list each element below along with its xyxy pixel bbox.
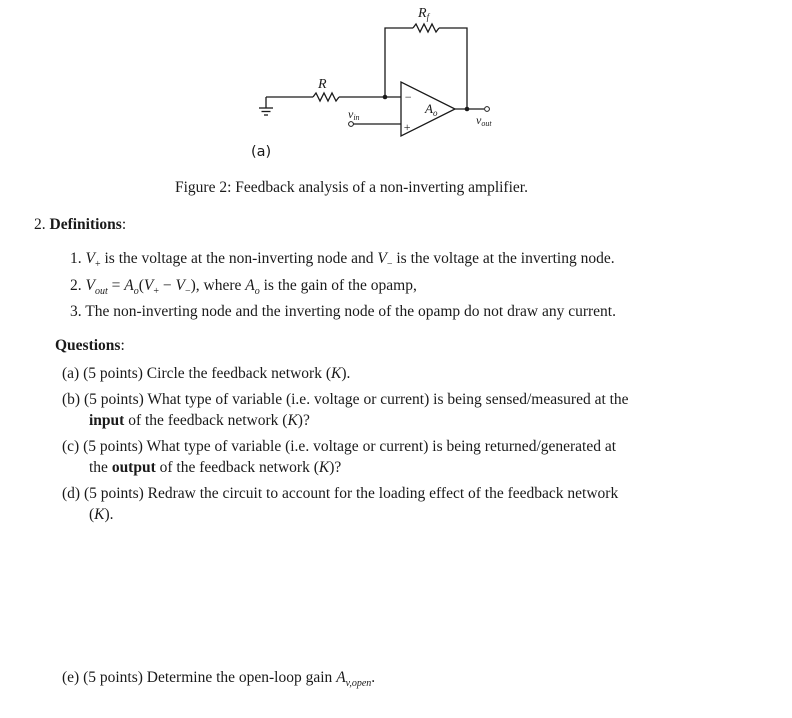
vout-terminal — [485, 107, 490, 112]
ao-label: $A_o$ — [425, 101, 438, 118]
rf-label: $R_f$ — [418, 6, 430, 22]
vout-label: vout — [476, 113, 492, 128]
circuit-diagram — [0, 0, 792, 150]
questions-heading: Questions: — [55, 337, 125, 354]
question-b-line2: input of the feedback network (K)? — [89, 412, 310, 429]
vin-label: vin — [348, 107, 360, 122]
definition-item: 2. $V_{out} = A_o(V_+ - V_-)$, where $A_o$ is the gain of the opamp, — [70, 277, 417, 298]
question-d-line2: (K). — [89, 506, 114, 523]
definition-item: 1. $V_+$ is the voltage at the non-inverting node and $V_-$ is the voltage at the inverting node. — [70, 250, 615, 271]
definition-item: 3. The non-inverting node and the inverting node of the opamp do not draw any current. — [70, 303, 616, 320]
minus-label: − — [404, 90, 413, 104]
section-heading: 2. Definitions: — [34, 216, 127, 233]
question-c-line2: the output of the feedback network (K)? — [89, 459, 342, 476]
section-title: Definitions — [49, 216, 122, 233]
resistor-r — [313, 93, 339, 101]
plus-label: + — [403, 120, 412, 134]
vin-terminal — [349, 122, 354, 127]
resistor-rf — [413, 24, 439, 32]
question-c: (c) (5 points) What type of variable (i.e. voltage or current) is being returned/generated at — [62, 438, 617, 455]
r-label: R — [318, 77, 327, 92]
question-a: (a) (5 points) Circle the feedback network (K). — [62, 365, 351, 382]
figure-caption: Figure 2: Feedback analysis of a non-inverting amplifier. — [175, 179, 528, 196]
figure-sublabel: (a) — [251, 144, 272, 160]
question-e: (e) (5 points) Determine the open-loop gain $A_{v,open}$. — [62, 669, 376, 690]
question-b: (b) (5 points) What type of variable (i.e. voltage or current) is being sensed/measured at the — [62, 391, 629, 408]
question-d: (d) (5 points) Redraw the circuit to account for the loading effect of the feedback network — [62, 485, 619, 502]
